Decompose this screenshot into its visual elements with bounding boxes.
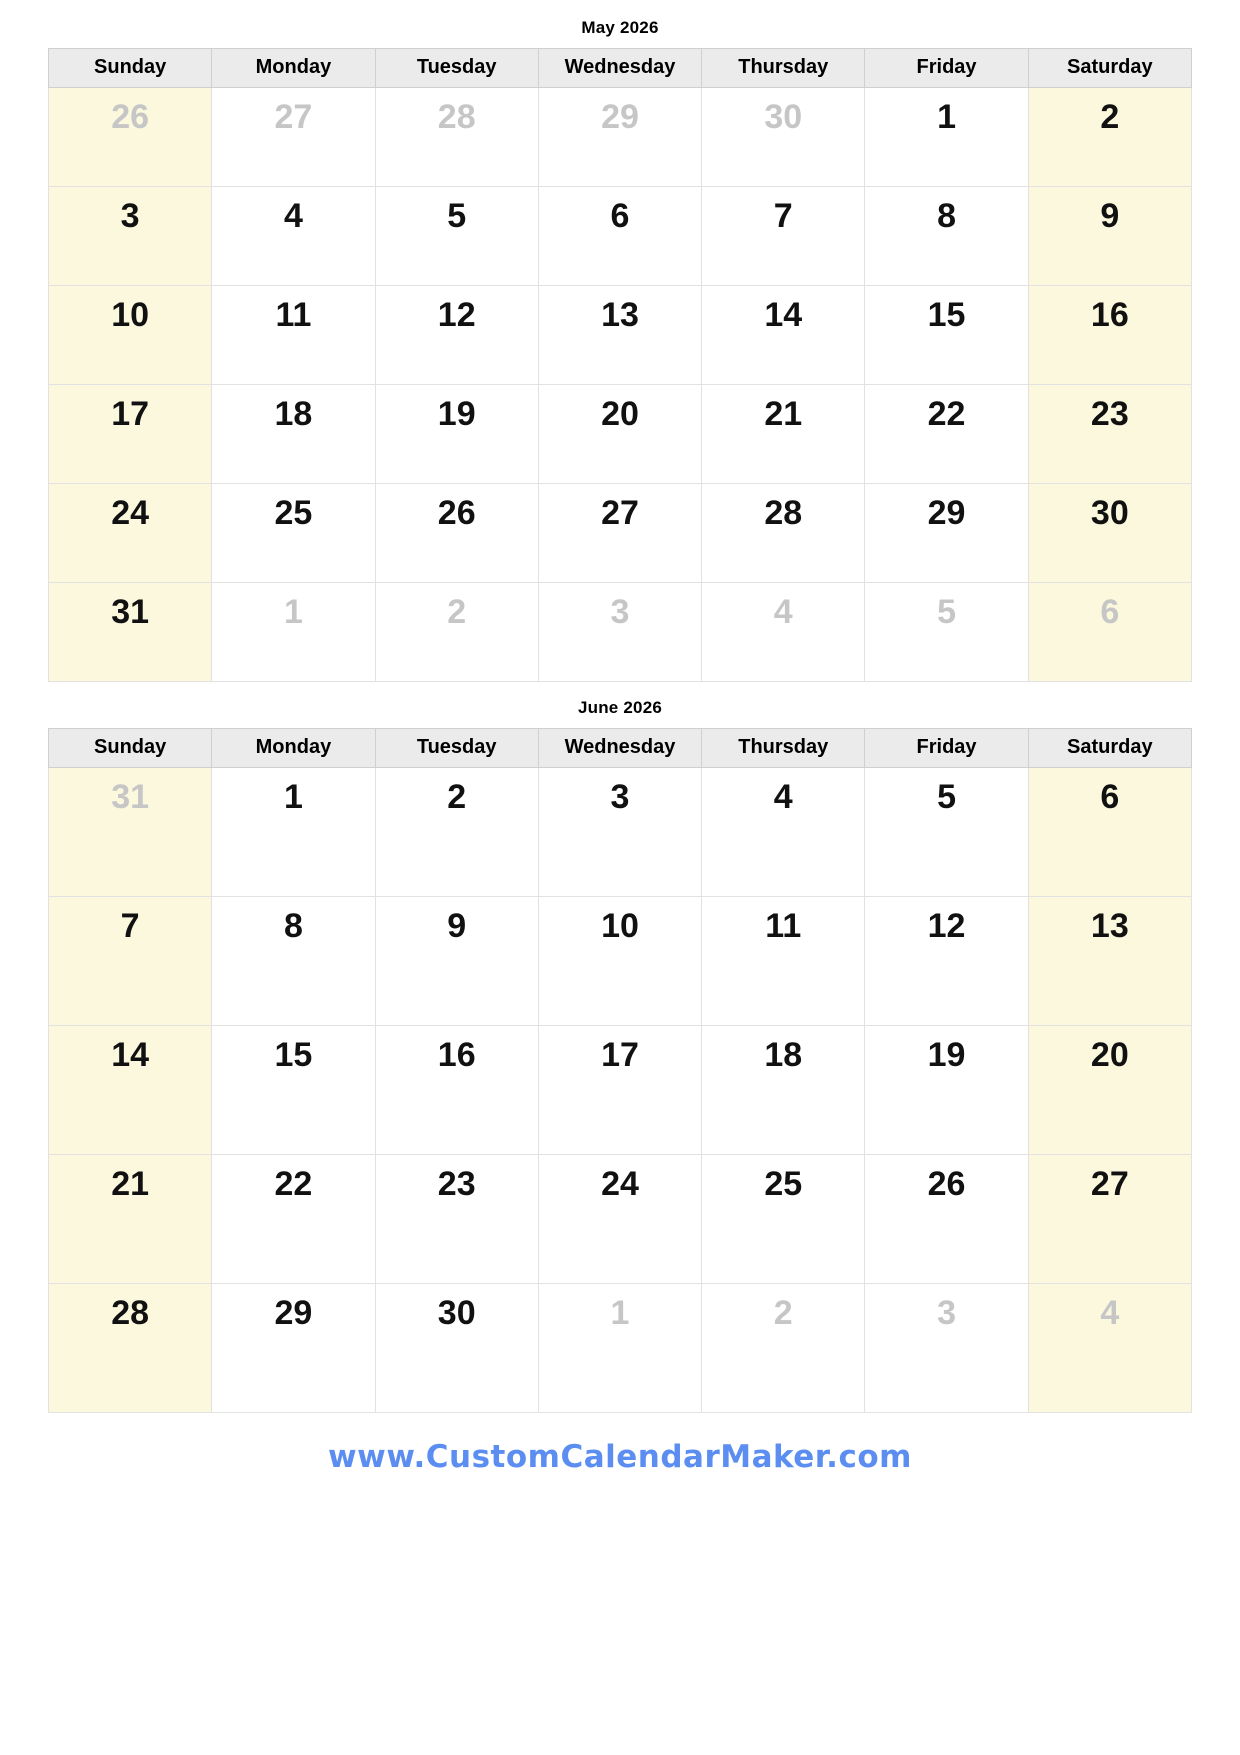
calendar-day-cell[interactable]: 25 bbox=[212, 484, 375, 583]
calendar-day-cell[interactable]: 1 bbox=[212, 583, 375, 682]
calendar-day-cell[interactable]: 27 bbox=[1028, 1155, 1191, 1284]
weekday-header-friday: Friday bbox=[865, 49, 1028, 88]
calendar-day-cell[interactable]: 2 bbox=[702, 1284, 865, 1413]
calendar-day-cell[interactable]: 1 bbox=[212, 768, 375, 897]
calendar-day-cell[interactable]: 16 bbox=[375, 1026, 538, 1155]
calendar-day-cell[interactable]: 4 bbox=[702, 768, 865, 897]
calendar-day-cell[interactable]: 17 bbox=[538, 1026, 701, 1155]
calendar-week-row bbox=[49, 583, 1192, 682]
calendar-day-cell[interactable]: 8 bbox=[865, 187, 1028, 286]
calendar-day-cell[interactable]: 20 bbox=[1028, 1026, 1191, 1155]
calendar-table-may bbox=[48, 48, 1192, 682]
weekday-header-row bbox=[49, 49, 1192, 88]
calendar-day-cell[interactable]: 11 bbox=[212, 286, 375, 385]
weekday-header-sunday: Sunday bbox=[49, 729, 212, 768]
calendar-day-cell[interactable]: 2 bbox=[375, 583, 538, 682]
calendar-day-cell[interactable]: 7 bbox=[702, 187, 865, 286]
weekday-header-tuesday: Tuesday bbox=[375, 729, 538, 768]
calendar-day-cell[interactable]: 5 bbox=[375, 187, 538, 286]
calendar-day-cell[interactable]: 22 bbox=[212, 1155, 375, 1284]
calendar-day-cell[interactable]: 14 bbox=[49, 1026, 212, 1155]
calendar-day-cell[interactable]: 3 bbox=[49, 187, 212, 286]
calendar-day-cell[interactable]: 29 bbox=[865, 484, 1028, 583]
month-title: June 2026 bbox=[577, 698, 663, 717]
calendar-day-cell[interactable]: 3 bbox=[538, 583, 701, 682]
weekday-header-friday: Friday bbox=[865, 729, 1028, 768]
calendar-day-cell[interactable]: 29 bbox=[538, 88, 701, 187]
calendar-table-june bbox=[48, 728, 1192, 1413]
month-spacer bbox=[48, 682, 1192, 698]
calendar-day-cell[interactable]: 17 bbox=[49, 385, 212, 484]
calendar-day-cell[interactable]: 31 bbox=[49, 583, 212, 682]
footer bbox=[48, 1439, 1192, 1475]
calendar-day-cell[interactable]: 1 bbox=[538, 1284, 701, 1413]
weekday-header-row bbox=[49, 729, 1192, 768]
calendar-day-cell[interactable]: 18 bbox=[212, 385, 375, 484]
calendar-day-cell[interactable]: 16 bbox=[1028, 286, 1191, 385]
calendar-day-cell[interactable]: 1 bbox=[865, 88, 1028, 187]
calendar-day-cell[interactable]: 28 bbox=[375, 88, 538, 187]
calendar-day-cell[interactable]: 4 bbox=[702, 583, 865, 682]
calendar-week-row bbox=[49, 1026, 1192, 1155]
calendar-day-cell[interactable]: 15 bbox=[212, 1026, 375, 1155]
calendar-week-row bbox=[49, 897, 1192, 1026]
weekday-header-monday: Monday bbox=[212, 729, 375, 768]
weekday-header-wednesday: Wednesday bbox=[538, 49, 701, 88]
calendar-week-row bbox=[49, 1284, 1192, 1413]
calendar-day-cell[interactable]: 30 bbox=[1028, 484, 1191, 583]
month-block-june bbox=[48, 698, 1192, 1413]
calendar-day-cell[interactable]: 30 bbox=[375, 1284, 538, 1413]
calendar-day-cell[interactable]: 2 bbox=[1028, 88, 1191, 187]
calendar-week-row bbox=[49, 1155, 1192, 1284]
calendar-day-cell[interactable]: 26 bbox=[865, 1155, 1028, 1284]
calendar-day-cell[interactable]: 2 bbox=[375, 768, 538, 897]
calendar-body-june bbox=[49, 768, 1192, 1413]
calendar-day-cell[interactable]: 26 bbox=[49, 88, 212, 187]
calendar-day-cell[interactable]: 25 bbox=[702, 1155, 865, 1284]
calendar-day-cell[interactable]: 24 bbox=[538, 1155, 701, 1284]
calendar-day-cell[interactable]: 27 bbox=[212, 88, 375, 187]
calendar-day-cell[interactable]: 10 bbox=[49, 286, 212, 385]
calendar-day-cell[interactable]: 15 bbox=[865, 286, 1028, 385]
calendar-day-cell[interactable]: 5 bbox=[865, 768, 1028, 897]
weekday-header-saturday: Saturday bbox=[1028, 49, 1191, 88]
calendar-day-cell[interactable]: 18 bbox=[702, 1026, 865, 1155]
calendar-day-cell[interactable]: 9 bbox=[375, 897, 538, 1026]
weekday-header-tuesday: Tuesday bbox=[375, 49, 538, 88]
calendar-day-cell[interactable]: 23 bbox=[1028, 385, 1191, 484]
weekday-header-monday: Monday bbox=[212, 49, 375, 88]
calendar-day-cell[interactable]: 21 bbox=[702, 385, 865, 484]
weekday-header-wednesday: Wednesday bbox=[538, 729, 701, 768]
month-block-may bbox=[48, 18, 1192, 682]
calendar-day-cell[interactable]: 22 bbox=[865, 385, 1028, 484]
calendar-day-cell[interactable]: 30 bbox=[702, 88, 865, 187]
calendar-day-cell[interactable]: 13 bbox=[1028, 897, 1191, 1026]
calendar-day-cell[interactable]: 7 bbox=[49, 897, 212, 1026]
calendar-day-cell[interactable]: 6 bbox=[1028, 768, 1191, 897]
calendar-day-cell[interactable]: 21 bbox=[49, 1155, 212, 1284]
weekday-header-sunday: Sunday bbox=[49, 49, 212, 88]
calendar-week-row bbox=[49, 385, 1192, 484]
weekday-header-thursday: Thursday bbox=[702, 729, 865, 768]
calendar-day-cell[interactable]: 8 bbox=[212, 897, 375, 1026]
calendar-day-cell[interactable]: 14 bbox=[702, 286, 865, 385]
calendar-day-cell[interactable]: 19 bbox=[375, 385, 538, 484]
calendar-day-cell[interactable]: 4 bbox=[212, 187, 375, 286]
weekday-header-thursday: Thursday bbox=[702, 49, 865, 88]
calendar-day-cell[interactable]: 20 bbox=[538, 385, 701, 484]
calendar-body-may bbox=[49, 88, 1192, 682]
calendar-day-cell[interactable]: 24 bbox=[49, 484, 212, 583]
calendar-week-row bbox=[49, 768, 1192, 897]
weekday-header-saturday: Saturday bbox=[1028, 729, 1191, 768]
website-link[interactable]: www.CustomCalendarMaker.com bbox=[328, 1439, 912, 1475]
calendar-week-row bbox=[49, 484, 1192, 583]
calendar-day-cell[interactable]: 23 bbox=[375, 1155, 538, 1284]
calendar-week-row bbox=[49, 88, 1192, 187]
calendar-day-cell[interactable]: 31 bbox=[49, 768, 212, 897]
calendar-day-cell[interactable]: 5 bbox=[865, 583, 1028, 682]
calendar-week-row bbox=[49, 286, 1192, 385]
calendar-day-cell[interactable]: 3 bbox=[865, 1284, 1028, 1413]
calendar-day-cell[interactable]: 4 bbox=[1028, 1284, 1191, 1413]
calendar-day-cell[interactable]: 3 bbox=[538, 768, 701, 897]
calendar-day-cell[interactable]: 6 bbox=[538, 187, 701, 286]
month-title: May 2026 bbox=[581, 18, 659, 37]
calendar-day-cell[interactable]: 13 bbox=[538, 286, 701, 385]
calendar-day-cell[interactable]: 12 bbox=[375, 286, 538, 385]
calendar-day-cell[interactable]: 28 bbox=[49, 1284, 212, 1413]
calendar-week-row bbox=[49, 187, 1192, 286]
calendar-day-cell[interactable]: 11 bbox=[702, 897, 865, 1026]
calendar-day-cell[interactable]: 12 bbox=[865, 897, 1028, 1026]
calendar-day-cell[interactable]: 9 bbox=[1028, 187, 1191, 286]
calendar-day-cell[interactable]: 26 bbox=[375, 484, 538, 583]
calendar-day-cell[interactable]: 27 bbox=[538, 484, 701, 583]
calendar-day-cell[interactable]: 29 bbox=[212, 1284, 375, 1413]
calendar-day-cell[interactable]: 10 bbox=[538, 897, 701, 1026]
calendar-day-cell[interactable]: 19 bbox=[865, 1026, 1028, 1155]
calendar-day-cell[interactable]: 28 bbox=[702, 484, 865, 583]
calendar-day-cell[interactable]: 6 bbox=[1028, 583, 1191, 682]
